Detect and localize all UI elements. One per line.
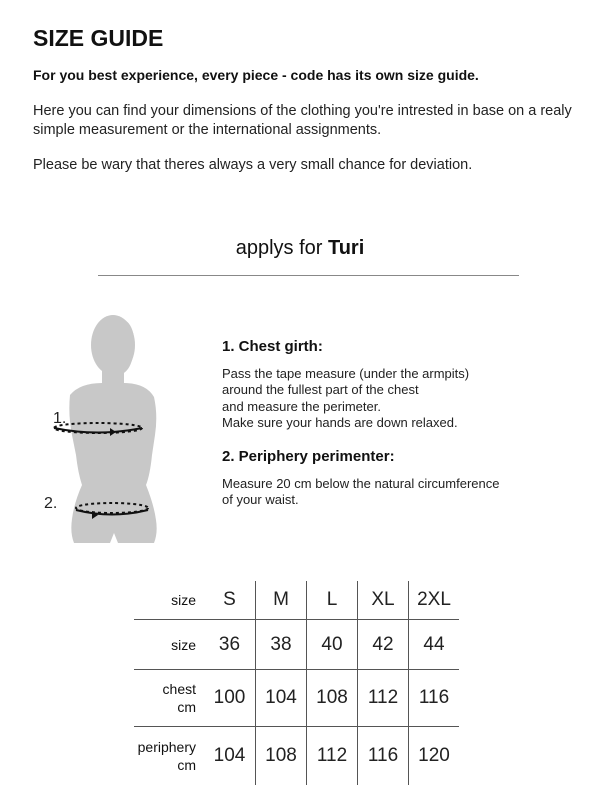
instruction-line: and measure the perimeter. <box>222 398 381 414</box>
instruction-heading: 1. Chest girth: <box>222 338 323 355</box>
female-silhouette-icon <box>40 305 180 555</box>
table-cell: L <box>307 581 358 620</box>
divider <box>98 275 519 276</box>
row-label: chest cm <box>134 670 204 727</box>
table-cell: 108 <box>256 727 307 786</box>
table-row <box>134 727 459 786</box>
table-cell: 108 <box>307 670 358 727</box>
table-row <box>134 581 459 620</box>
row-label: size <box>171 592 196 608</box>
instruction-line: Make sure your hands are down relaxed. <box>222 415 458 430</box>
instruction-line: of your waist. <box>222 492 299 507</box>
instruction-line: around the fullest part of the chest <box>222 382 419 397</box>
table-cell: 120 <box>409 727 460 786</box>
table-cell: M <box>256 581 307 620</box>
table-cell: XL <box>358 581 409 620</box>
applies-product-name: Turi <box>327 237 365 259</box>
page-subtitle: For you best experience, every piece - code has its own size guide. <box>33 67 479 83</box>
table-cell: 44 <box>409 620 460 670</box>
table-cell: S <box>223 589 236 610</box>
instruction-heading: 2. Periphery perimenter: <box>222 448 395 465</box>
applies-heading <box>0 237 600 260</box>
table-row <box>134 620 459 670</box>
size-table <box>134 581 459 785</box>
table-cell: 36 <box>204 620 256 670</box>
table-cell: 112 <box>358 670 409 727</box>
instruction-periphery <box>222 449 582 509</box>
intro-paragraph-1: Here you can find your dimensions of the clothing you're intrested in base on a realy simple measurement or the international assignments. <box>33 103 572 138</box>
instruction-line: Measure 20 cm below the natural circumference <box>222 475 500 491</box>
marker-chest: 1. <box>53 410 67 427</box>
row-label: periphery cm <box>134 727 204 786</box>
table-cell: 116 <box>358 727 409 786</box>
instruction-line: Pass the tape measure (under the armpits) <box>222 365 470 381</box>
instruction-chest <box>222 339 582 432</box>
table-cell: 116 <box>409 670 460 727</box>
table-cell: 38 <box>256 620 307 670</box>
page-title: SIZE GUIDE <box>33 25 164 51</box>
table-cell: 40 <box>307 620 358 670</box>
marker-periphery: 2. <box>44 495 58 512</box>
table-cell: 2XL <box>409 581 460 620</box>
table-cell: 104 <box>204 727 256 786</box>
table-cell: 100 <box>204 670 256 727</box>
applies-prefix: applys for <box>235 237 323 259</box>
table-cell: 104 <box>256 670 307 727</box>
row-label: size <box>134 620 204 670</box>
table-cell: 112 <box>307 727 358 786</box>
intro-paragraph-2: Please be wary that theres always a very small chance for deviation. <box>33 157 473 173</box>
table-cell: 42 <box>358 620 409 670</box>
table-row <box>134 670 459 727</box>
